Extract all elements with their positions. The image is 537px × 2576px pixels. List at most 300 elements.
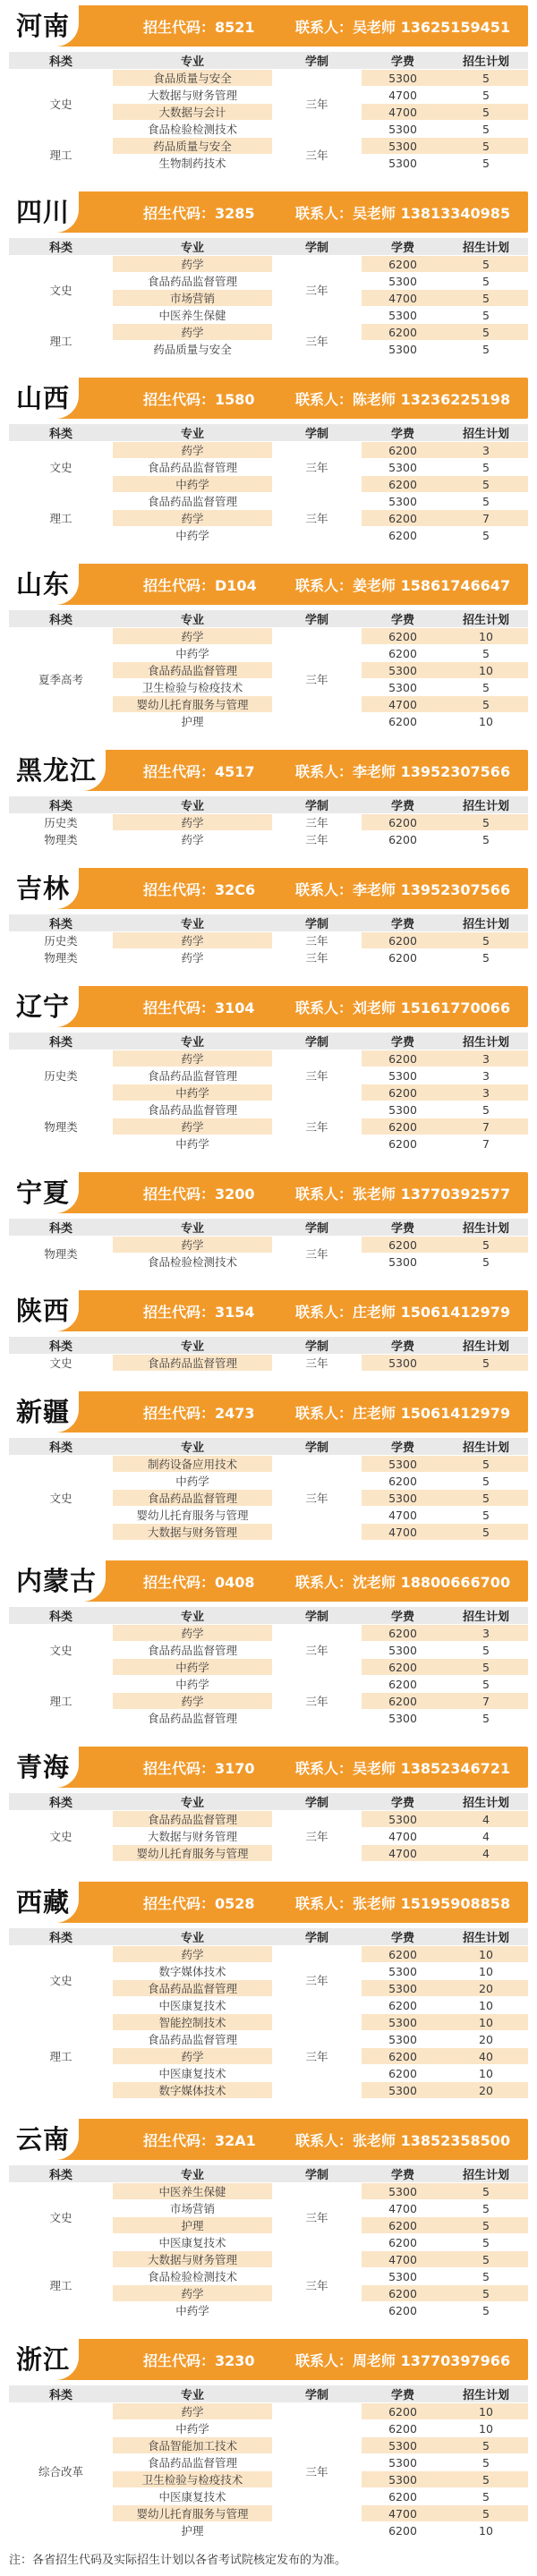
quota-header: 招生计划 <box>444 2385 528 2403</box>
quota-header: 招生计划 <box>444 238 528 256</box>
enrollment-code-label: 招生代码： <box>143 1573 216 1591</box>
major-cell: 护理 <box>113 2522 272 2539</box>
duration-cell: 三年 <box>272 1811 362 1862</box>
major-cell: 中医养生保健 <box>113 307 272 324</box>
quota-cell: 5 <box>444 307 528 324</box>
contact-phone[interactable]: 13952307566 <box>400 762 511 780</box>
quota-cell: 5 <box>444 121 528 138</box>
tuition-cell: 4700 <box>362 104 444 121</box>
major-cell: 护理 <box>113 713 272 730</box>
major-header: 专业 <box>113 2385 272 2403</box>
duration-cell: 三年 <box>272 1456 362 1541</box>
duration-header: 学制 <box>272 1928 362 1946</box>
province-section <box>0 1391 537 1541</box>
major-cell: 智能控制技术 <box>113 2014 272 2031</box>
contact-person <box>295 2350 528 2370</box>
tuition-header: 学费 <box>362 424 444 442</box>
duration-header: 学制 <box>272 2165 362 2183</box>
contact-person <box>295 1402 528 1423</box>
table-row <box>9 2014 528 2031</box>
table-row <box>9 256 528 273</box>
quota-cell: 5 <box>444 273 528 290</box>
tuition-cell: 6200 <box>362 1693 444 1710</box>
major-cell: 药学 <box>113 2048 272 2065</box>
tuition-cell: 5300 <box>362 273 444 290</box>
contact-phone[interactable]: 13952307566 <box>400 880 511 898</box>
quota-header: 招生计划 <box>444 796 528 814</box>
major-cell: 药学 <box>113 831 272 848</box>
contact-name: 吴老师 <box>353 204 396 222</box>
contact-label: 联系人： <box>295 762 354 780</box>
contact-name: 姜老师 <box>353 576 396 594</box>
enrollment-code-value: 32C6 <box>215 880 256 898</box>
duration-cell: 三年 <box>272 628 362 730</box>
contact-phone[interactable]: 15061412979 <box>400 1303 511 1321</box>
quota-cell: 5 <box>444 814 528 831</box>
duration-cell: 三年 <box>272 1237 362 1271</box>
contact-label: 联系人： <box>295 880 354 898</box>
quota-cell: 5 <box>444 341 528 358</box>
major-cell: 食品药品监督管理 <box>113 459 272 476</box>
quota-cell: 5 <box>444 155 528 172</box>
tuition-cell: 6200 <box>362 1946 444 1963</box>
province-info <box>143 868 528 909</box>
province-header <box>9 750 528 791</box>
enrollment-code-value: 1580 <box>215 390 255 408</box>
quota-cell: 4 <box>444 1811 528 1828</box>
major-cell: 中医康复技术 <box>113 2234 272 2251</box>
contact-phone[interactable]: 13770397966 <box>400 2351 511 2369</box>
major-header: 专业 <box>113 2165 272 2183</box>
quota-cell: 10 <box>444 628 528 645</box>
table-row <box>9 138 528 155</box>
enrollment-code-label: 招生代码： <box>143 880 216 898</box>
quota-header: 招生计划 <box>444 610 528 628</box>
table-row <box>9 70 528 87</box>
major-cell: 中药学 <box>113 1659 272 1676</box>
tuition-cell: 5300 <box>362 1811 444 1828</box>
major-cell: 食品药品监督管理 <box>113 1101 272 1118</box>
enrollment-code-label: 招生代码： <box>143 1404 216 1422</box>
major-cell: 市场营销 <box>113 2200 272 2217</box>
duration-cell: 三年 <box>272 814 362 831</box>
category-cell: 理工 <box>9 2014 113 2099</box>
table-header-row <box>9 1928 528 1946</box>
duration-cell: 三年 <box>272 2183 362 2251</box>
enrollment-code <box>143 761 295 781</box>
enrollment-code <box>143 1757 295 1778</box>
quota-cell: 5 <box>444 87 528 104</box>
enrollment-table <box>9 1793 528 1862</box>
major-cell: 大数据与财务管理 <box>113 1828 272 1845</box>
duration-header: 学制 <box>272 914 362 932</box>
tuition-header: 学费 <box>362 1793 444 1811</box>
tuition-header: 学费 <box>362 796 444 814</box>
category-header: 科类 <box>9 52 113 70</box>
tuition-cell: 5300 <box>362 2268 444 2285</box>
contact-person <box>295 879 528 899</box>
tuition-cell: 6200 <box>362 2065 444 2082</box>
major-cell: 中药学 <box>113 1084 272 1101</box>
quota-header: 招生计划 <box>444 1607 528 1625</box>
quota-cell: 5 <box>444 696 528 713</box>
category-cell: 历史类 <box>9 1050 113 1101</box>
contact-label: 联系人： <box>295 999 354 1016</box>
major-header: 专业 <box>113 796 272 814</box>
quota-header: 招生计划 <box>444 1793 528 1811</box>
category-cell: 文史 <box>9 1811 113 1862</box>
quota-cell: 5 <box>444 256 528 273</box>
contact-phone[interactable]: 13236225198 <box>400 390 511 408</box>
category-cell: 文史 <box>9 256 113 324</box>
province-info <box>143 1290 528 1331</box>
enrollment-code-label: 招生代码： <box>143 18 216 36</box>
tuition-cell: 6200 <box>362 628 444 645</box>
table-header-row <box>9 796 528 814</box>
contact-phone[interactable]: 15861746647 <box>400 576 511 594</box>
tuition-cell: 4700 <box>362 1507 444 1524</box>
tuition-cell: 6200 <box>362 2302 444 2319</box>
contact-phone[interactable]: 13625159451 <box>400 18 511 36</box>
province-name: 陕西 <box>9 1290 79 1331</box>
province-section <box>0 2119 537 2319</box>
category-cell: 理工 <box>9 324 113 358</box>
contact-label: 联系人： <box>295 1303 354 1321</box>
table-row <box>9 2251 528 2268</box>
province-info <box>143 1391 528 1433</box>
table-row <box>9 1456 528 1473</box>
quota-cell: 5 <box>444 1473 528 1490</box>
tuition-cell: 5300 <box>362 1980 444 1997</box>
enrollment-code-label: 招生代码： <box>143 2131 216 2149</box>
province-header <box>9 2339 528 2380</box>
enrollment-code <box>143 2130 295 2150</box>
quota-cell: 5 <box>444 493 528 510</box>
quota-cell: 5 <box>444 1101 528 1118</box>
category-cell: 文史 <box>9 70 113 138</box>
major-cell: 中药学 <box>113 1473 272 1490</box>
duration-cell: 三年 <box>272 1050 362 1101</box>
enrollment-code-value: D104 <box>215 576 257 594</box>
enrollment-code <box>143 1301 295 1322</box>
contact-name: 庄老师 <box>353 1404 396 1422</box>
quota-cell: 10 <box>444 2403 528 2420</box>
contact-person <box>295 388 528 409</box>
enrollment-code-value: 8521 <box>215 18 255 36</box>
province-name: 四川 <box>9 191 79 233</box>
province-info <box>143 2339 528 2380</box>
table-header-row <box>9 238 528 256</box>
tuition-cell: 6200 <box>362 831 444 848</box>
quota-cell: 10 <box>444 662 528 679</box>
table-row <box>9 831 528 848</box>
enrollment-table <box>9 1928 528 2099</box>
major-cell: 药学 <box>113 949 272 966</box>
enrollment-table <box>9 2385 528 2539</box>
major-cell: 中医康复技术 <box>113 2065 272 2082</box>
tuition-cell: 6200 <box>362 814 444 831</box>
duration-header: 学制 <box>272 52 362 70</box>
category-header: 科类 <box>9 2385 113 2403</box>
enrollment-code-value: 0528 <box>215 1894 255 1912</box>
province-name: 浙江 <box>9 2339 79 2380</box>
duration-cell: 三年 <box>272 932 362 949</box>
quota-cell: 5 <box>444 1507 528 1524</box>
contact-phone[interactable]: 15195908858 <box>400 1894 511 1912</box>
tuition-cell: 5300 <box>362 1101 444 1118</box>
duration-cell: 三年 <box>272 1355 362 1372</box>
province-info <box>143 1172 528 1213</box>
major-cell: 中药学 <box>113 2420 272 2437</box>
duration-cell: 三年 <box>272 493 362 544</box>
enrollment-code <box>143 997 295 1017</box>
major-cell: 大数据与会计 <box>113 104 272 121</box>
tuition-cell: 6200 <box>362 2285 444 2302</box>
category-cell: 历史类 <box>9 932 113 949</box>
enrollment-table <box>9 610 528 730</box>
major-cell: 中医康复技术 <box>113 2488 272 2505</box>
tuition-header: 学费 <box>362 1607 444 1625</box>
tuition-cell: 6200 <box>362 442 444 459</box>
major-cell: 中药学 <box>113 645 272 662</box>
major-cell: 药学 <box>113 324 272 341</box>
table-header-row <box>9 1607 528 1625</box>
contact-name: 李老师 <box>353 880 396 898</box>
table-row <box>9 814 528 831</box>
major-cell: 药学 <box>113 1625 272 1642</box>
table-header-row <box>9 1033 528 1050</box>
tuition-header: 学费 <box>362 1337 444 1355</box>
province-section <box>0 868 537 966</box>
tuition-cell: 6200 <box>362 1084 444 1101</box>
tuition-cell: 4700 <box>362 1845 444 1862</box>
tuition-cell: 5300 <box>362 155 444 172</box>
tuition-cell: 5300 <box>362 2437 444 2454</box>
major-cell: 中医养生保健 <box>113 2183 272 2200</box>
tuition-cell: 6200 <box>362 1473 444 1490</box>
tuition-cell: 6200 <box>362 256 444 273</box>
quota-cell: 10 <box>444 2522 528 2539</box>
duration-cell: 三年 <box>272 2251 362 2319</box>
tuition-cell: 4700 <box>362 1524 444 1541</box>
contact-phone[interactable]: 13770392577 <box>400 1185 511 1203</box>
quota-cell: 3 <box>444 1625 528 1642</box>
duration-header: 学制 <box>272 1033 362 1050</box>
quota-cell: 5 <box>444 104 528 121</box>
contact-phone[interactable]: 15061412979 <box>400 1404 511 1422</box>
quota-cell: 3 <box>444 1067 528 1084</box>
table-row <box>9 1946 528 1963</box>
enrollment-code <box>143 574 295 595</box>
tuition-cell: 6200 <box>362 2403 444 2420</box>
category-cell: 文史 <box>9 1355 113 1372</box>
major-cell: 药品质量与安全 <box>113 138 272 155</box>
tuition-cell: 5300 <box>362 459 444 476</box>
province-name: 云南 <box>9 2119 79 2160</box>
major-cell: 药学 <box>113 1050 272 1067</box>
enrollment-table <box>9 914 528 966</box>
table-header-row <box>9 424 528 442</box>
table-row <box>9 2403 528 2420</box>
quota-cell: 5 <box>444 932 528 949</box>
major-cell: 食品检验检测技术 <box>113 121 272 138</box>
enrollment-code-value: 3154 <box>215 1303 255 1321</box>
table-row <box>9 324 528 341</box>
quota-cell: 5 <box>444 290 528 307</box>
category-cell: 历史类 <box>9 814 113 831</box>
table-row <box>9 1101 528 1118</box>
quota-cell: 10 <box>444 1946 528 1963</box>
enrollment-code-value: 32A1 <box>215 2131 256 2149</box>
contact-person <box>295 1301 528 1322</box>
province-section <box>0 750 537 848</box>
table-header-row <box>9 1793 528 1811</box>
province-info <box>143 750 528 791</box>
category-header: 科类 <box>9 1033 113 1050</box>
quota-cell: 7 <box>444 510 528 527</box>
tuition-cell: 6200 <box>362 949 444 966</box>
major-header: 专业 <box>113 914 272 932</box>
major-cell: 中药学 <box>113 1676 272 1693</box>
major-cell: 中药学 <box>113 476 272 493</box>
quota-cell: 5 <box>444 645 528 662</box>
province-header <box>9 1290 528 1331</box>
tuition-cell: 6200 <box>362 2488 444 2505</box>
tuition-cell: 5300 <box>362 70 444 87</box>
enrollment-code <box>143 1183 295 1203</box>
table-header-row <box>9 1438 528 1456</box>
category-cell: 物理类 <box>9 949 113 966</box>
tuition-cell: 5300 <box>362 493 444 510</box>
duration-header: 学制 <box>272 796 362 814</box>
major-cell: 食品药品监督管理 <box>113 1980 272 1997</box>
major-cell: 食品质量与安全 <box>113 70 272 87</box>
table-row <box>9 1811 528 1828</box>
table-row <box>9 442 528 459</box>
major-cell: 中药学 <box>113 1135 272 1152</box>
province-name: 山东 <box>9 564 79 605</box>
tuition-cell: 5300 <box>362 1963 444 1980</box>
tuition-cell: 6200 <box>362 1625 444 1642</box>
category-cell: 文史 <box>9 442 113 493</box>
province-info <box>143 986 528 1027</box>
tuition-cell: 6200 <box>362 2234 444 2251</box>
enrollment-table <box>9 1033 528 1152</box>
enrollment-code <box>143 1571 295 1592</box>
tuition-cell: 6200 <box>362 1050 444 1067</box>
quota-cell: 3 <box>444 1084 528 1101</box>
enrollment-table <box>9 1337 528 1372</box>
major-header: 专业 <box>113 1928 272 1946</box>
category-cell: 物理类 <box>9 1101 113 1152</box>
enrollment-code-value: 2473 <box>215 1404 255 1422</box>
category-header: 科类 <box>9 1793 113 1811</box>
quota-cell: 20 <box>444 1980 528 1997</box>
duration-header: 学制 <box>272 1607 362 1625</box>
tuition-cell: 5300 <box>362 307 444 324</box>
tuition-cell: 5300 <box>362 2454 444 2471</box>
tuition-cell: 5300 <box>362 2082 444 2099</box>
tuition-cell: 5300 <box>362 2014 444 2031</box>
tuition-cell: 6200 <box>362 1676 444 1693</box>
duration-header: 学制 <box>272 1438 362 1456</box>
quota-cell: 5 <box>444 2471 528 2488</box>
enrollment-table <box>9 2165 528 2319</box>
table-header-row <box>9 914 528 932</box>
major-header: 专业 <box>113 1607 272 1625</box>
table-header-row <box>9 2165 528 2183</box>
major-cell: 护理 <box>113 2217 272 2234</box>
quota-cell: 5 <box>444 527 528 544</box>
quota-cell: 10 <box>444 2014 528 2031</box>
quota-cell: 5 <box>444 1237 528 1254</box>
duration-header: 学制 <box>272 1337 362 1355</box>
category-cell: 文史 <box>9 1456 113 1541</box>
duration-cell: 三年 <box>272 831 362 848</box>
category-header: 科类 <box>9 1928 113 1946</box>
tuition-header: 学费 <box>362 2385 444 2403</box>
contact-name: 刘老师 <box>353 999 396 1016</box>
major-header: 专业 <box>113 424 272 442</box>
table-header-row <box>9 1337 528 1355</box>
contact-name: 吴老师 <box>353 18 396 36</box>
category-header: 科类 <box>9 1337 113 1355</box>
tuition-cell: 5300 <box>362 138 444 155</box>
major-cell: 药学 <box>113 628 272 645</box>
province-name: 河南 <box>9 5 79 47</box>
duration-cell: 三年 <box>272 138 362 172</box>
province-section <box>0 378 537 544</box>
quota-cell: 5 <box>444 2268 528 2285</box>
province-info <box>143 2119 528 2160</box>
contact-phone[interactable]: 13852358500 <box>400 2131 511 2149</box>
major-cell: 中药学 <box>113 2302 272 2319</box>
major-cell: 食品药品监督管理 <box>113 662 272 679</box>
duration-cell: 三年 <box>272 2403 362 2539</box>
quota-cell: 20 <box>444 2031 528 2048</box>
province-name: 宁夏 <box>9 1172 79 1213</box>
major-cell: 中药学 <box>113 527 272 544</box>
contact-phone[interactable]: 13852346721 <box>400 1759 511 1777</box>
major-cell: 食品药品监督管理 <box>113 1067 272 1084</box>
duration-cell: 三年 <box>272 324 362 358</box>
table-row <box>9 628 528 645</box>
enrollment-code-value: 3200 <box>215 1185 255 1203</box>
duration-cell: 三年 <box>272 1101 362 1152</box>
category-header: 科类 <box>9 914 113 932</box>
enrollment-code-label: 招生代码： <box>143 2351 216 2369</box>
contact-phone[interactable]: 18800666700 <box>400 1573 511 1591</box>
province-section <box>0 986 537 1152</box>
enrollment-code-label: 招生代码： <box>143 999 216 1016</box>
table-row <box>9 949 528 966</box>
tuition-cell: 6200 <box>362 2522 444 2539</box>
contact-phone[interactable]: 13813340985 <box>400 204 511 222</box>
enrollment-code <box>143 202 295 223</box>
major-cell: 生物制药技术 <box>113 155 272 172</box>
major-cell: 食品药品监督管理 <box>113 1811 272 1828</box>
table-row <box>9 1237 528 1254</box>
major-cell: 药学 <box>113 442 272 459</box>
table-row <box>9 2183 528 2200</box>
contact-name: 庄老师 <box>353 1303 396 1321</box>
category-header: 科类 <box>9 1438 113 1456</box>
major-cell: 食品药品监督管理 <box>113 1710 272 1727</box>
contact-phone[interactable]: 15161770066 <box>400 999 511 1016</box>
quota-cell: 5 <box>444 1710 528 1727</box>
contact-person <box>295 761 528 781</box>
province-section <box>0 2339 537 2539</box>
